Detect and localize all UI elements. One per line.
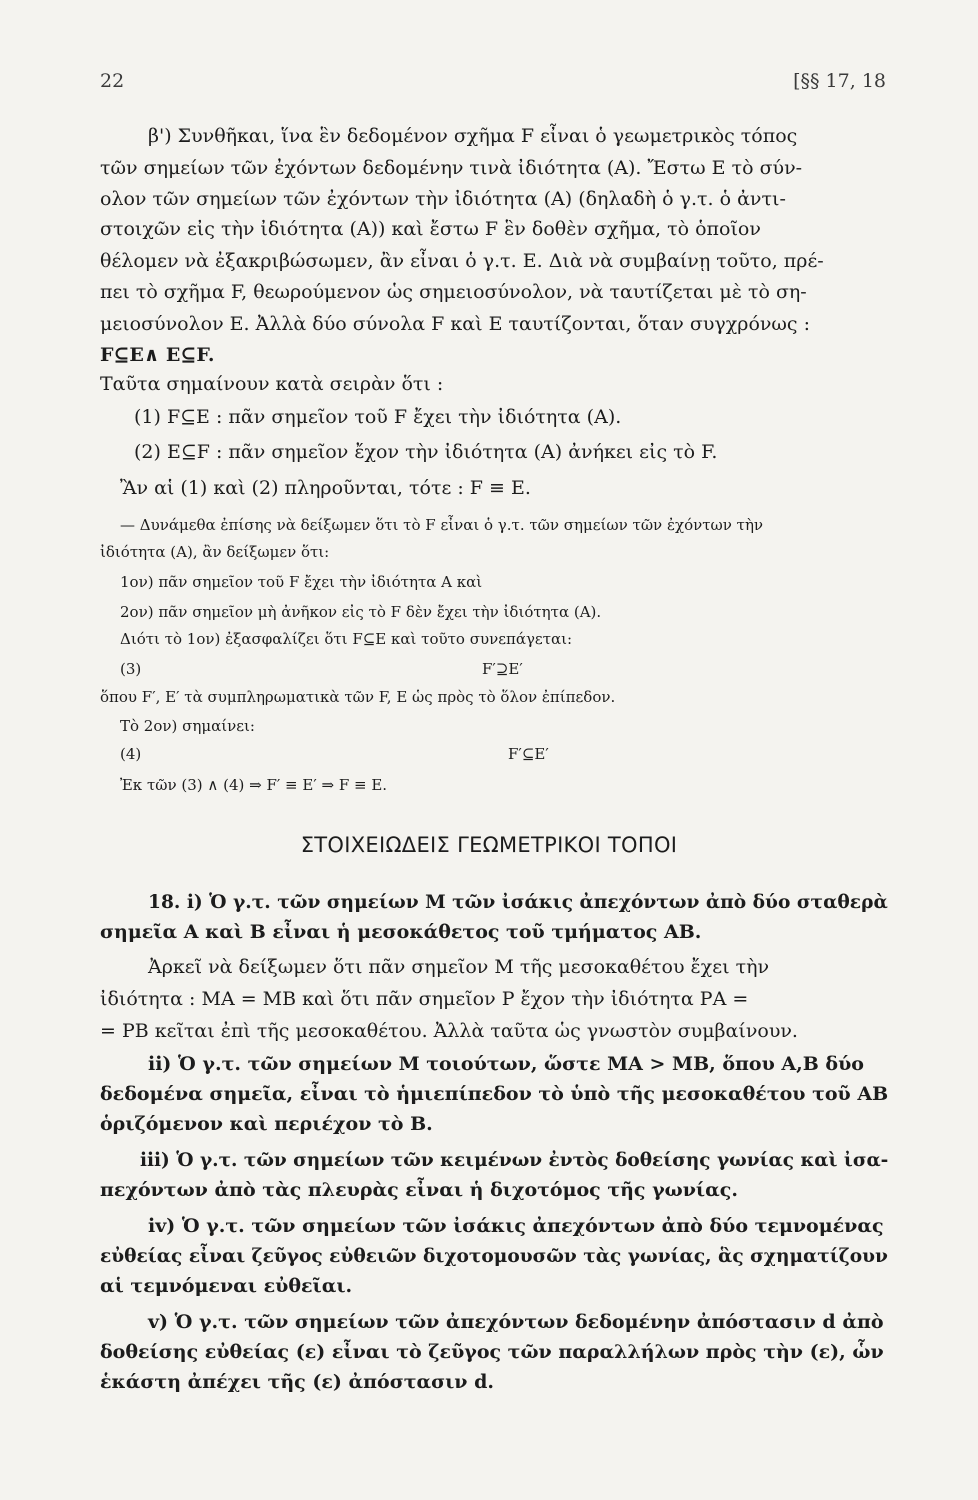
note-line-6: ὅπου F′, E′ τὰ συμπληρωματικὰ τῶν F, E ὡς πρὸς τὸ ὅλον ἐπίπεδον. xyxy=(100,688,616,706)
para-b-line-4: στοιχῶν εἰς τὴν ἰδιότητα (Α)) καὶ ἔστω F ἓν δοθὲν σχῆμα, τὸ ὁποῖον xyxy=(100,218,761,240)
s18-iii-line-1: iii) Ὁ γ.τ. τῶν σημείων τῶν κειμένων ἐντὸς δοθείσης γωνίας καὶ ἰσα- xyxy=(140,1149,889,1171)
s18-v-line-1: v) Ὁ γ.τ. τῶν σημείων τῶν ἀπεχόντων δεδομένην ἀπόστασιν d ἀπὸ xyxy=(148,1311,884,1333)
section-reference: [§§ 17, 18 xyxy=(793,70,886,92)
s18-ii-line-3: ὁριζόμενον καὶ περιέχον τὸ Β. xyxy=(100,1113,433,1135)
item-1: (1) F⊆Ε : πᾶν σημεῖον τοῦ F ἔχει τὴν ἰδιότητα (Α). xyxy=(134,406,622,428)
s18-i-line-2: σημεῖα Α καὶ Β εἶναι ἡ μεσοκάθετος τοῦ τμήματος ΑΒ. xyxy=(100,921,702,943)
para-b-line-3: ολον τῶν σημείων τῶν ἐχόντων τὴν ἰδιότητα (Α) (δηλαδὴ ὁ γ.τ. ὁ ἀντι- xyxy=(100,188,786,210)
para-b-line-1: β') Συνθῆκαι, ἵνα ἓν δεδομένον σχῆμα F εἶναι ὁ γεωμετρικὸς τόπος xyxy=(148,125,798,147)
note-line-2: ἰδιότητα (Α), ἂν δείξωμεν ὅτι: xyxy=(100,543,330,561)
para-b-line-5: θέλομεν νὰ ἐξακριβώσωμεν, ἂν εἶναι ὁ γ.τ. Ε. Διὰ νὰ συμβαίνῃ τοῦτο, πρέ- xyxy=(100,250,824,272)
para-b-line-9: Ταῦτα σημαίνουν κατὰ σειρὰν ὅτι : xyxy=(100,373,444,395)
note-line-5: Διότι τὸ 1ον) ἐξασφαλίζει ὅτι F⊆Ε καὶ τοῦτο συνεπάγεται: xyxy=(120,630,573,648)
equation-4-label: (4) xyxy=(120,745,142,763)
s18-iv-line-1: iv) Ὁ γ.τ. τῶν σημείων τῶν ἰσάκις ἀπεχόντων ἀπὸ δύο τεμνομένας xyxy=(148,1215,884,1237)
s18-proof-line-2: ἰδιότητα : ΜΑ = ΜΒ καὶ ὅτι πᾶν σημεῖον Ρ ἔχον τὴν ἰδιότητα ΡΑ = xyxy=(100,988,749,1010)
s18-proof-line-1: Ἀρκεῖ νὰ δείξωμεν ὅτι πᾶν σημεῖον Μ τῆς μεσοκαθέτου ἔχει τὴν xyxy=(148,956,770,978)
para-b-line-8: F⊆Ε∧ Ε⊆F. xyxy=(100,344,215,366)
s18-ii-line-2: δεδομένα σημεῖα, εἶναι τὸ ἡμιεπίπεδον τὸ ὑπὸ τῆς μεσοκαθέτου τοῦ ΑΒ xyxy=(100,1083,889,1105)
page-number: 22 xyxy=(100,70,125,92)
equation-4: F′⊆E′ xyxy=(508,745,549,763)
note-line-7: Τὸ 2ον) σημαίνει: xyxy=(120,717,255,735)
note-line-1: — Δυνάμεθα ἐπίσης νὰ δείξωμεν ὅτι τὸ F εἶναι ὁ γ.τ. τῶν σημείων τῶν ἐχόντων τὴν xyxy=(120,516,764,534)
para-b-line-2: τῶν σημείων τῶν ἐχόντων δεδομένην τινὰ ἰδιότητα (Α). Ἔστω Ε τὸ σύν- xyxy=(100,157,803,179)
s18-iv-line-2: εὐθείας εἶναι ζεῦγος εὐθειῶν διχοτομουσῶν τὰς γωνίας, ἃς σχηματίζουν xyxy=(100,1245,888,1267)
note-line-4: 2ον) πᾶν σημεῖον μὴ ἀνῆκον εἰς τὸ F δὲν ἔχει τὴν ἰδιότητα (Α). xyxy=(120,603,602,621)
note-line-8: Ἐκ τῶν (3) ∧ (4) ⇒ F′ ≡ E′ ⇒ F ≡ E. xyxy=(120,776,388,794)
s18-v-line-3: ἑκάστη ἀπέχει τῆς (ε) ἀπόστασιν d. xyxy=(100,1371,495,1393)
s18-i-line-1: 18. i) Ὁ γ.τ. τῶν σημείων Μ τῶν ἰσάκις ἀπεχόντων ἀπὸ δύο σταθερὰ xyxy=(148,891,888,913)
equation-3: F′⊇E′ xyxy=(482,660,523,678)
equation-3-label: (3) xyxy=(120,660,142,678)
s18-iii-line-2: πεχόντων ἀπὸ τὰς πλευρὰς εἶναι ἡ διχοτόμος τῆς γωνίας. xyxy=(100,1179,738,1201)
note-line-3: 1ον) πᾶν σημεῖον τοῦ F ἔχει τὴν ἰδιότητα Α καὶ xyxy=(120,573,483,591)
s18-iv-line-3: αἱ τεμνόμεναι εὐθεῖαι. xyxy=(100,1275,353,1297)
s18-ii-line-1: ii) Ὁ γ.τ. τῶν σημείων Μ τοιούτων, ὥστε ΜΑ > ΜΒ, ὅπου Α,Β δύο xyxy=(148,1053,864,1075)
s18-v-line-2: δοθείσης εὐθείας (ε) εἶναι τὸ ζεῦγος τῶν παραλλήλων πρὸς τὴν (ε), ὧν xyxy=(100,1341,884,1363)
para-b-line-7: μειοσύνολον Ε. Ἀλλὰ δύο σύνολα F καὶ Ε ταυτίζονται, ὅταν συγχρόνως : xyxy=(100,313,811,335)
para-b-line-6: πει τὸ σχῆμα F, θεωρούμενον ὡς σημειοσύνολον, νὰ ταυτίζεται μὲ τὸ ση- xyxy=(100,281,807,303)
item-2: (2) Ε⊆F : πᾶν σημεῖον ἔχον τὴν ἰδιότητα (Α) ἀνήκει εἰς τὸ F. xyxy=(134,441,718,463)
section-title: ΣΤΟΙΧΕΙΩΔΕΙΣ ΓΕΩΜΕΤΡΙΚΟΙ ΤΟΠΟΙ xyxy=(300,833,678,857)
s18-proof-line-3: = ΡΒ κεῖται ἐπὶ τῆς μεσοκαθέτου. Ἀλλὰ ταῦτα ὡς γνωστὸν συμβαίνουν. xyxy=(100,1020,798,1042)
conclusion: Ἂν αἱ (1) καὶ (2) πληροῦνται, τότε : F ≡ Ε. xyxy=(120,477,531,499)
